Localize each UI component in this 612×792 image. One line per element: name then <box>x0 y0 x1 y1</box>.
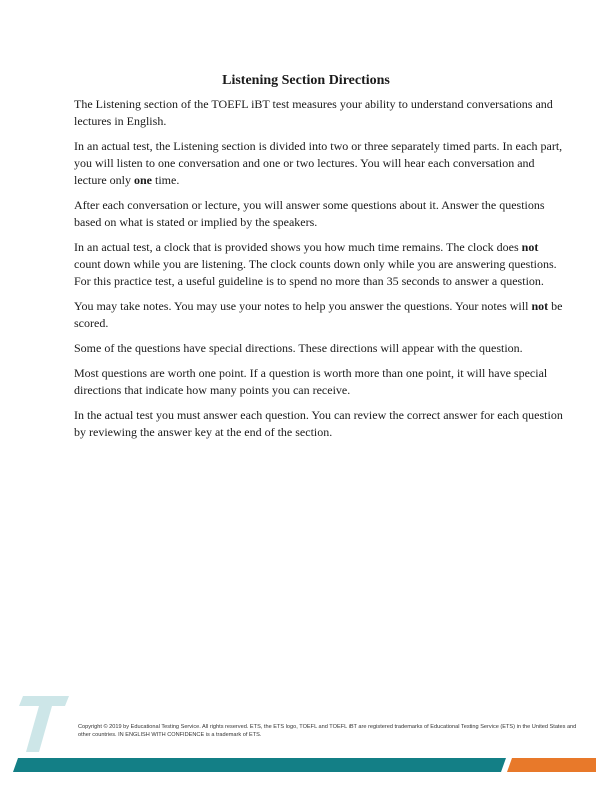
logo-t-crossbar <box>19 696 69 706</box>
page-title: Listening Section Directions <box>222 73 390 88</box>
paragraph <box>74 197 566 231</box>
footer-bar-orange <box>507 758 596 772</box>
toefl-logo-icon <box>17 694 73 754</box>
paragraph-text: count down while you are listening. The clock counts down only while you are answering questions. For this practice test, a useful guideline is to spend no more than 35 seconds to answer a question. <box>74 257 557 288</box>
copyright-notice: Copyright © 2019 by Educational Testing Service. All rights reserved. ETS, the ETS logo, TOEFL and TOEFL iBT are registered trademarks of Educational Testing Service (ETS) in the United States and other countries. IN ENGLISH WITH CONFIDENCE is a trademark of ETS. <box>78 724 577 738</box>
paragraph-text: In an actual test, the Listening section is divided into two or three separately timed parts. In each part, you will listen to one conversation and one or two lectures. You will hear each conversation and lecture only <box>74 139 563 187</box>
paragraph <box>74 340 566 357</box>
bold-text: one <box>133 173 152 187</box>
paragraph <box>74 239 566 290</box>
bold-text: not <box>531 299 549 313</box>
directions-body <box>74 96 566 449</box>
paragraph <box>74 298 566 332</box>
paragraph <box>74 365 566 399</box>
paragraph-text: After each conversation or lecture, you will answer some questions about it. Answer the questions based on what is stated or implied by the speakers. <box>74 198 545 229</box>
paragraph <box>74 407 566 441</box>
bold-text: not <box>521 240 539 254</box>
paragraph <box>74 96 566 130</box>
paragraph-text: Most questions are worth one point. If a question is worth more than one point, it will have special directions that indicate how many points you can receive. <box>74 366 548 397</box>
paragraph-text: Some of the questions have special directions. These directions will appear with the question. <box>74 341 523 355</box>
footer-color-bar <box>0 758 612 772</box>
paragraph <box>74 138 566 189</box>
paragraph-text: You may take notes. You may use your notes to help you answer the questions. Your notes will <box>74 299 532 313</box>
paragraph-text: The Listening section of the TOEFL iBT test measures your ability to understand conversations and lectures in English. <box>74 97 553 128</box>
paragraph-text: be scored. <box>74 299 563 330</box>
paragraph-text: In the actual test you must answer each question. You can review the correct answer for each question by reviewing the answer key at the end of the section. <box>74 408 563 439</box>
footer-bar-teal <box>13 758 506 772</box>
logo-t-stem <box>26 706 52 752</box>
paragraph-text: time. <box>151 173 180 187</box>
paragraph-text: In an actual test, a clock that is provided shows you how much time remains. The clock does <box>74 240 522 254</box>
